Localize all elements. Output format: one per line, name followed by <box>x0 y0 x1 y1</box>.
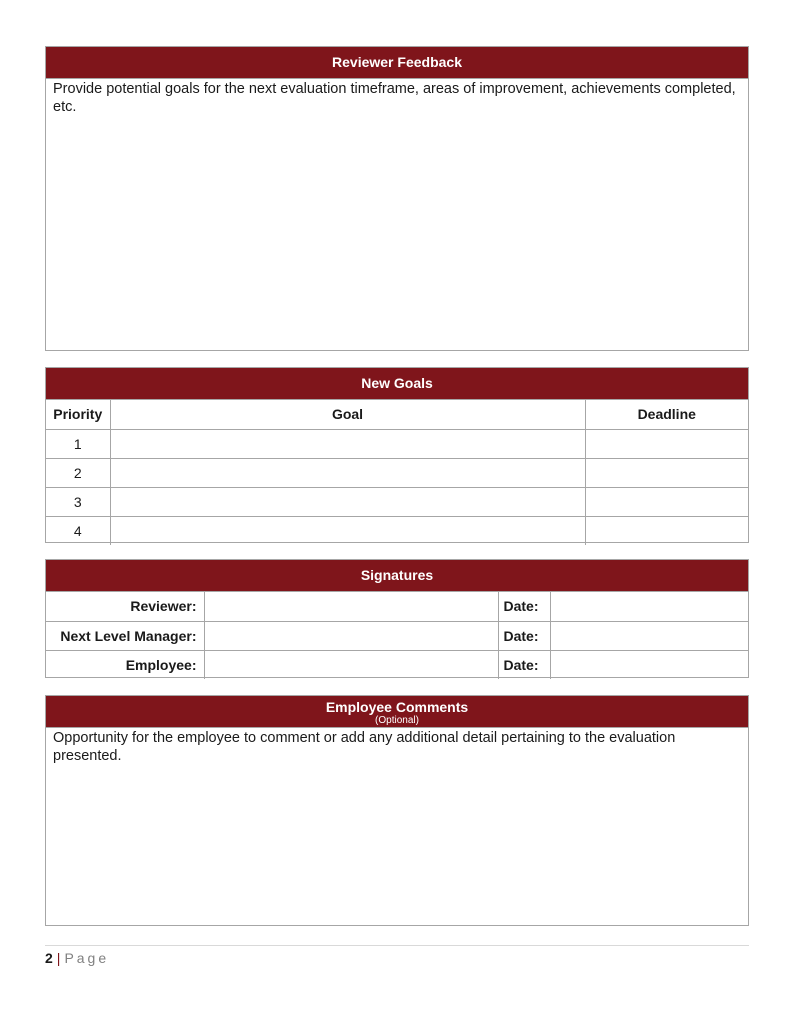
date-label: Date: <box>498 621 550 650</box>
deadline-input[interactable] <box>585 429 748 458</box>
reviewer-feedback-field[interactable] <box>46 79 748 351</box>
goal-input[interactable] <box>110 429 585 458</box>
goal-input[interactable] <box>110 458 585 487</box>
employee-comments-field[interactable] <box>46 728 748 926</box>
deadline-input[interactable] <box>585 516 748 545</box>
employee-date-field[interactable] <box>550 650 748 679</box>
priority-column-header: Priority <box>46 400 110 429</box>
signature-row <box>46 592 748 621</box>
employee-signature-field[interactable] <box>204 650 498 679</box>
new-goals-header <box>46 368 748 400</box>
signatures-title: Signatures <box>360 567 434 583</box>
goal-row <box>46 458 748 487</box>
new-goals-section <box>45 367 749 543</box>
employee-comments-subtitle: (Optional) <box>375 715 419 726</box>
new-goals-header-row <box>46 400 748 429</box>
goal-input[interactable] <box>110 487 585 516</box>
reviewer-signature-field[interactable] <box>204 592 498 621</box>
footer-divider <box>45 945 749 946</box>
employee-comments-header <box>46 696 748 728</box>
date-label: Date: <box>498 592 550 621</box>
footer-separator: | <box>56 950 61 966</box>
reviewer-label: Reviewer: <box>46 592 204 621</box>
date-label: Date: <box>498 650 550 679</box>
reviewer-feedback-prompt: Provide potential goals for the next evaluation timeframe, areas of improvement, achievements completed, etc. <box>53 81 736 115</box>
goal-row <box>46 516 748 545</box>
goal-priority: 1 <box>46 429 110 458</box>
signatures-header <box>46 560 748 592</box>
deadline-input[interactable] <box>585 458 748 487</box>
employee-comments-section <box>45 695 749 926</box>
reviewer-feedback-header <box>46 47 748 79</box>
manager-label: Next Level Manager: <box>46 621 204 650</box>
reviewer-feedback-title: Reviewer Feedback <box>332 54 462 70</box>
manager-date-field[interactable] <box>550 621 748 650</box>
signature-row <box>46 621 748 650</box>
manager-signature-field[interactable] <box>204 621 498 650</box>
goal-column-header: Goal <box>110 400 585 429</box>
signatures-table <box>46 592 748 679</box>
deadline-column-header: Deadline <box>585 400 748 429</box>
signatures-section <box>45 559 749 678</box>
goal-row <box>46 487 748 516</box>
goal-priority: 4 <box>46 516 110 545</box>
page-footer <box>45 949 109 967</box>
goal-input[interactable] <box>110 516 585 545</box>
reviewer-date-field[interactable] <box>550 592 748 621</box>
goal-row <box>46 429 748 458</box>
new-goals-table <box>46 400 748 545</box>
employee-comments-title: Employee Comments <box>325 699 469 715</box>
goal-priority: 2 <box>46 458 110 487</box>
reviewer-feedback-section <box>45 46 749 351</box>
goal-priority: 3 <box>46 487 110 516</box>
employee-comments-prompt: Opportunity for the employee to comment or add any additional detail pertaining to the evaluation presented. <box>53 730 676 764</box>
employee-label: Employee: <box>46 650 204 679</box>
deadline-input[interactable] <box>585 487 748 516</box>
signature-row <box>46 650 748 679</box>
page-word: Page <box>64 950 110 966</box>
new-goals-title: New Goals <box>361 375 433 391</box>
page-number: 2 <box>45 950 53 966</box>
